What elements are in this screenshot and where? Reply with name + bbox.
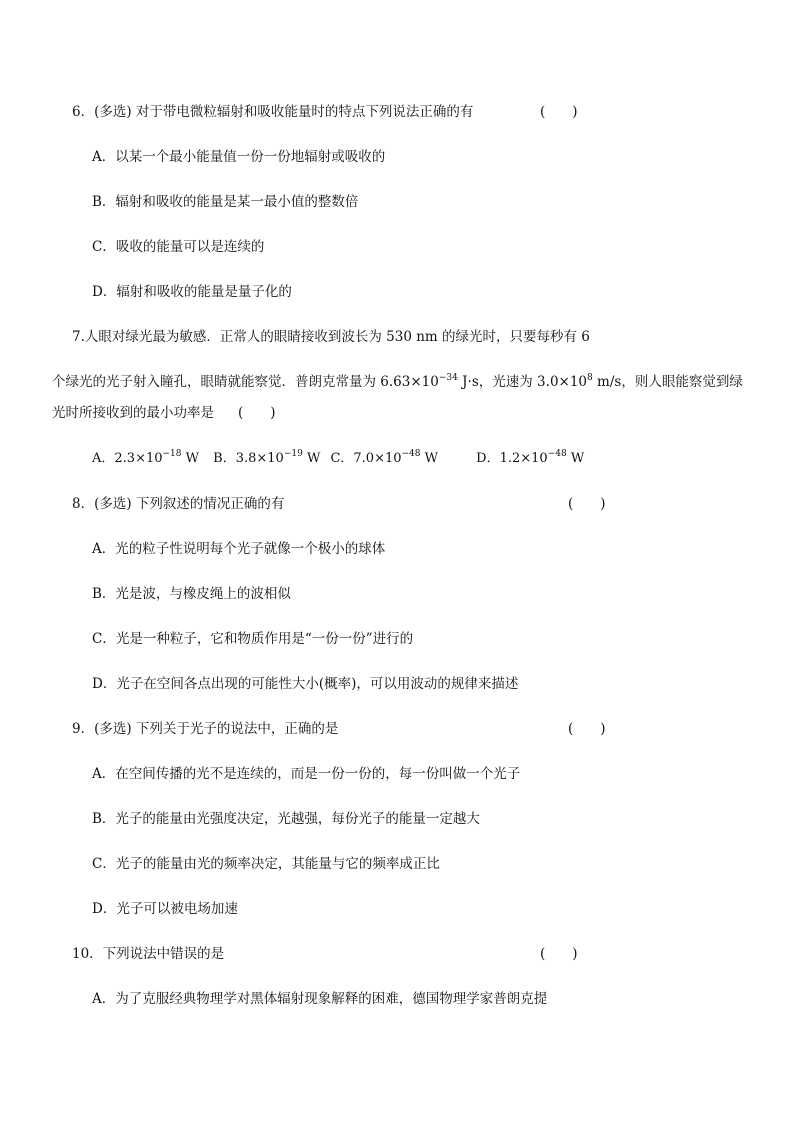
- q8-option-a: A．光的粒子性说明每个光子就像一个极小的球体: [92, 541, 386, 557]
- q7-stem-line2: [52, 373, 743, 390]
- q7-stem-line3: 光时所接收到的最小功率是: [52, 405, 214, 421]
- q10-stem: 10．下列说法中错误的是: [72, 946, 225, 962]
- q6-stem: 6．(多选) 对于带电微粒辐射和吸收能量时的特点下列说法正确的有: [72, 104, 474, 120]
- q9-stem: 9．(多选) 下列关于光子的说法中，正确的是: [72, 721, 339, 737]
- q9-option-d: D．光子可以被电场加速: [92, 901, 238, 917]
- q7-answer-paren: ( ): [238, 405, 276, 421]
- q8-stem: 8．(多选) 下列叙述的情况正确的有: [72, 496, 285, 512]
- q7-line2-part-c: m/s，则人眼能察觉到绿: [592, 374, 743, 390]
- q8-option-c: C．光是一种粒子，它和物质作用是“一份一份”进行的: [92, 631, 414, 647]
- q7-options-row: [92, 449, 585, 466]
- q10-option-a: A．为了克服经典物理学对黑体辐射现象解释的困难，德国物理学家普朗克提: [92, 991, 548, 1007]
- q7-line2-exponent-1: −34: [438, 373, 458, 383]
- q6-answer-paren: ( ): [540, 104, 578, 120]
- q9-option-b: B．光子的能量由光强度决定，光越强，每份光子的能量一定越大: [92, 811, 480, 827]
- q10-answer-paren: ( ): [540, 946, 578, 962]
- q7-option-c-base: C．7.0×10: [330, 451, 402, 466]
- q8-option-d: D．光子在空间各点出现的可能性大小(概率)，可以用波动的规律来描述: [92, 676, 519, 692]
- q7-option-b: [213, 449, 321, 466]
- q6-option-c: C．吸收的能量可以是连续的: [92, 239, 265, 255]
- q7-option-a-exponent: −18: [162, 449, 182, 459]
- q7-stem-line1: 7.人眼对绿光最为敏感．正常人的眼睛接收到波长为 530 nm 的绿光时，只要每秒有 6: [72, 329, 590, 345]
- q7-option-c-exponent: −48: [401, 449, 421, 459]
- q7-option-c-unit: W: [420, 451, 439, 466]
- q7-option-d-exponent: −48: [547, 449, 567, 459]
- q8-option-b: B．光是波，与橡皮绳上的波相似: [92, 586, 291, 602]
- q7-option-c: [330, 449, 439, 466]
- q6-option-d: D．辐射和吸收的能量是量子化的: [92, 284, 292, 300]
- q7-line2-part-b: J·s，光速为 3.0×10: [457, 374, 588, 390]
- q6-option-b: B．辐射和吸收的能量是某一最小值的整数倍: [92, 194, 359, 210]
- q7-option-b-exponent: −19: [283, 449, 303, 459]
- q7-option-a: [92, 449, 199, 466]
- q9-option-a: A．在空间传播的光不是连续的，而是一份一份的，每一份叫做一个光子: [92, 766, 521, 782]
- q8-answer-paren: ( ): [568, 496, 606, 512]
- q7-option-b-unit: W: [302, 451, 321, 466]
- q9-answer-paren: ( ): [568, 721, 606, 737]
- q9-option-c: C．光子的能量由光的频率决定，其能量与它的频率成正比: [92, 856, 440, 872]
- q7-option-a-unit: W: [181, 451, 199, 466]
- q7-option-b-base: B．3.8×10: [213, 451, 284, 466]
- q7-option-a-base: A．2.3×10: [92, 451, 163, 466]
- q7-option-d: [476, 449, 585, 466]
- q7-line2-part-a: 个绿光的光子射入瞳孔，眼睛就能察觉．普朗克常量为 6.63×10: [52, 374, 439, 390]
- q6-option-a: A．以某一个最小能量值一份一份地辐射或吸收的: [92, 149, 386, 165]
- q7-option-d-base: D．1.2×10: [476, 451, 548, 466]
- q7-option-d-unit: W: [566, 451, 585, 466]
- q7-line2-exponent-2: 8: [587, 373, 593, 383]
